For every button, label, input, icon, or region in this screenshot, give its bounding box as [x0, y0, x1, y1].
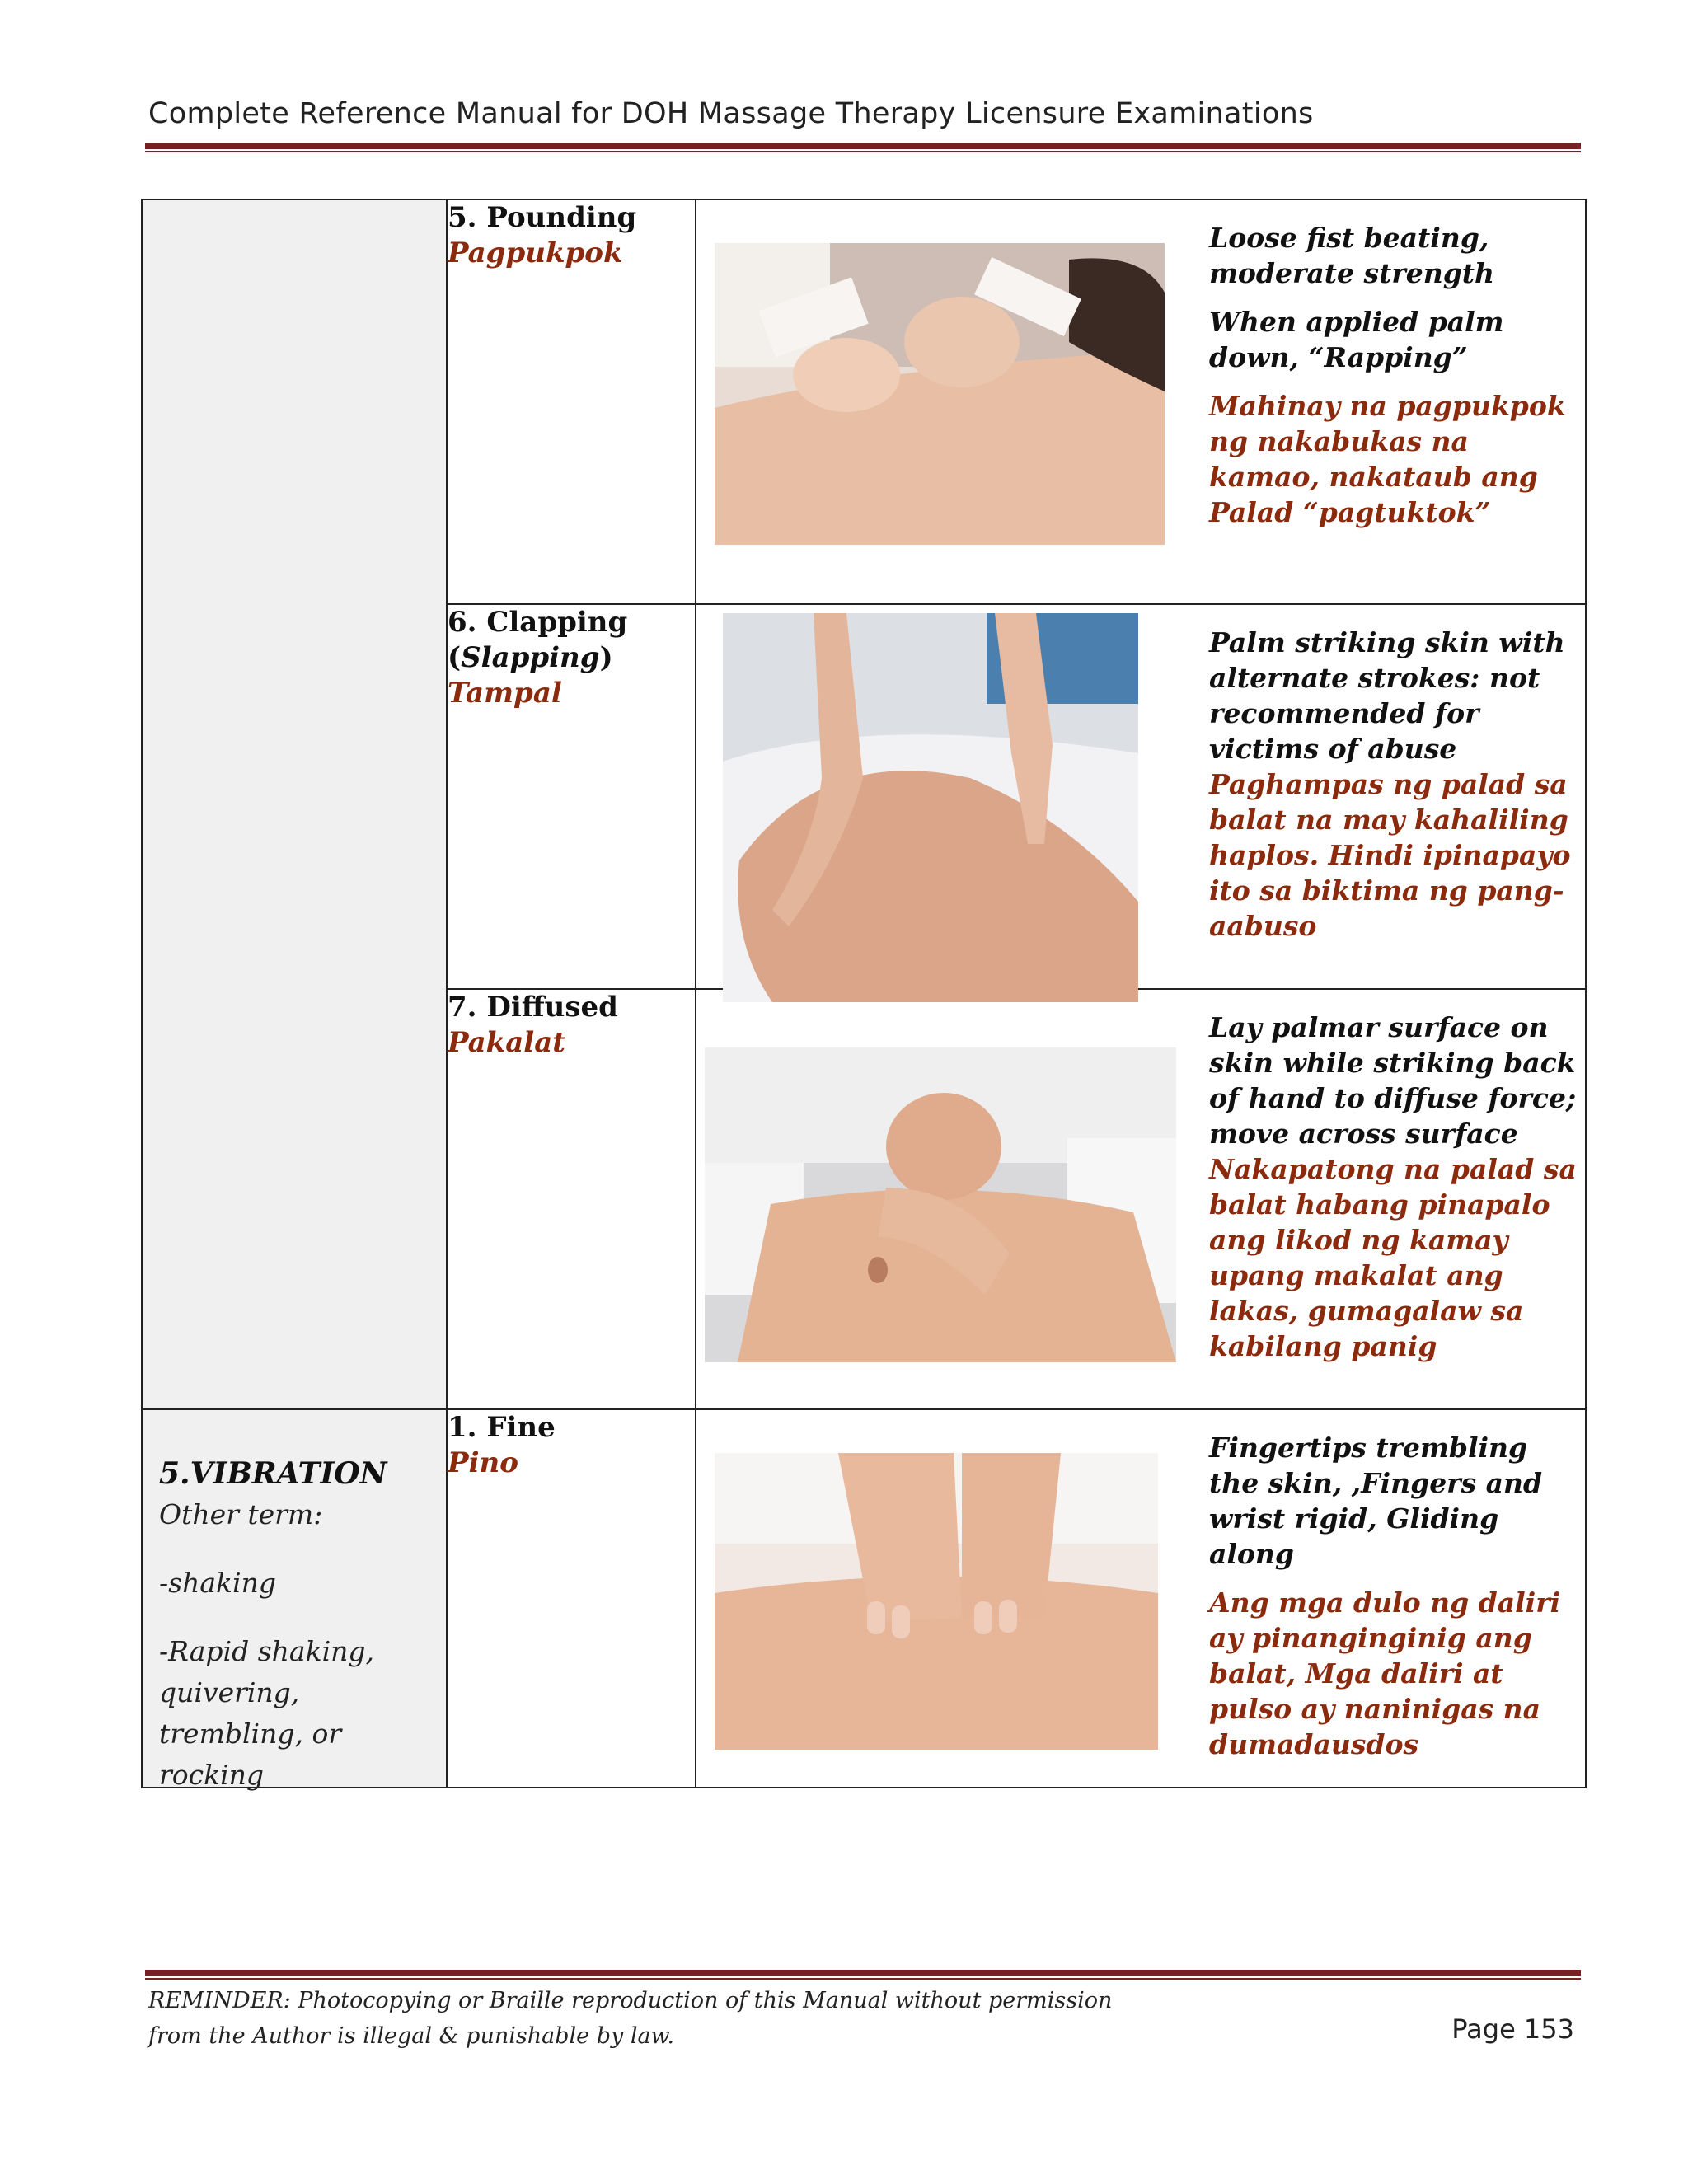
page-number: Page 153: [1451, 2013, 1574, 2045]
technique-filipino: Pagpukpok: [448, 237, 623, 269]
footer-rule: [145, 1970, 1581, 1976]
header-rule-thin: [145, 151, 1581, 152]
technique-name: 1. Fine: [448, 1411, 556, 1444]
description-cell: [696, 604, 1586, 989]
description-english-1: Loose fist beating, moderate strength: [1209, 222, 1495, 289]
category-item: -Rapid shaking, quivering, trembling, or rocking: [159, 1635, 375, 1791]
technique-name: 7. Diffused: [448, 991, 618, 1024]
technique-alt-name: (Slapping): [448, 641, 613, 674]
technique-description: [1209, 220, 1577, 530]
footer-reminder: [148, 1983, 1220, 2054]
technique-cell: [447, 199, 696, 604]
category-item: -shaking: [159, 1567, 276, 1599]
description-english: Palm striking skin with alternate strokes: not recommended for victims of abuse: [1209, 626, 1565, 765]
category-cell-blank: [142, 199, 447, 1409]
technique-filipino: Pino: [448, 1446, 518, 1479]
technique-alt-label: Slapping: [461, 641, 600, 674]
description-cell: [696, 1409, 1586, 1788]
footer-reminder-line-2: from the Author is illegal & punishable by law.: [148, 2023, 675, 2049]
technique-name: 5. Pounding: [448, 201, 637, 234]
footer-rule-thin: [145, 1978, 1581, 1980]
description-filipino: Ang mga dulo ng daliri ay pinanginginig ang balat, Mga daliri at pulso ay naninigas na dumadausdos: [1209, 1586, 1561, 1760]
category-title: 5.VIBRATION: [159, 1456, 387, 1491]
massage-technique-table: [141, 199, 1587, 1791]
technique-filipino: Tampal: [448, 677, 562, 710]
description-filipino: Nakapatong na palad sa balat habang pinapalo ang likod ng kamay upang makalat ang lakas, gumagalaw sa kabilang panig: [1209, 1153, 1577, 1362]
clapping-photo: [723, 613, 1138, 1002]
description-filipino: Mahinay na pagpukpok ng nakabukas na kamao, nakataub ang Palad “pagtuktok”: [1209, 390, 1566, 528]
technique-description: [1209, 625, 1577, 944]
other-term-label: Other term:: [159, 1498, 323, 1530]
description-english-2: When applied palm down, “Rapping”: [1209, 306, 1504, 373]
description-cell: [696, 989, 1586, 1409]
category-content: [159, 1453, 431, 1796]
technique-filipino: Pakalat: [448, 1026, 565, 1059]
technique-description: [1209, 1430, 1577, 1762]
description-filipino: Paghampas ng palad sa balat na may kahaliling haplos. Hindi ipinapayo ito sa biktima ng pang-aabuso: [1209, 768, 1571, 942]
table-row: [142, 199, 1586, 604]
technique-cell: [447, 1409, 696, 1788]
footer-reminder-line-1: REMINDER: Photocopying or Braille reproduction of this Manual without permission: [148, 1988, 1113, 2013]
header-rule: [145, 143, 1581, 149]
pounding-photo: [715, 243, 1165, 545]
description-english: Lay palmar surface on skin while striking back of hand to diffuse force; move across surface: [1209, 1011, 1577, 1150]
page-header-title: Complete Reference Manual for DOH Massage Therapy Licensure Examinations: [148, 97, 1314, 130]
technique-description: [1209, 1010, 1577, 1364]
table-row: [142, 1409, 1586, 1788]
description-cell: [696, 199, 1586, 604]
fine-vibration-photo: [715, 1453, 1158, 1750]
diffused-photo: [705, 1047, 1176, 1362]
category-cell: [142, 1409, 447, 1791]
description-english: Fingertips trembling the skin, ,Fingers and wrist rigid, Gliding along: [1209, 1432, 1543, 1570]
technique-name: 6. Clapping: [448, 606, 628, 639]
technique-cell: [447, 989, 696, 1409]
technique-cell: [447, 604, 696, 989]
